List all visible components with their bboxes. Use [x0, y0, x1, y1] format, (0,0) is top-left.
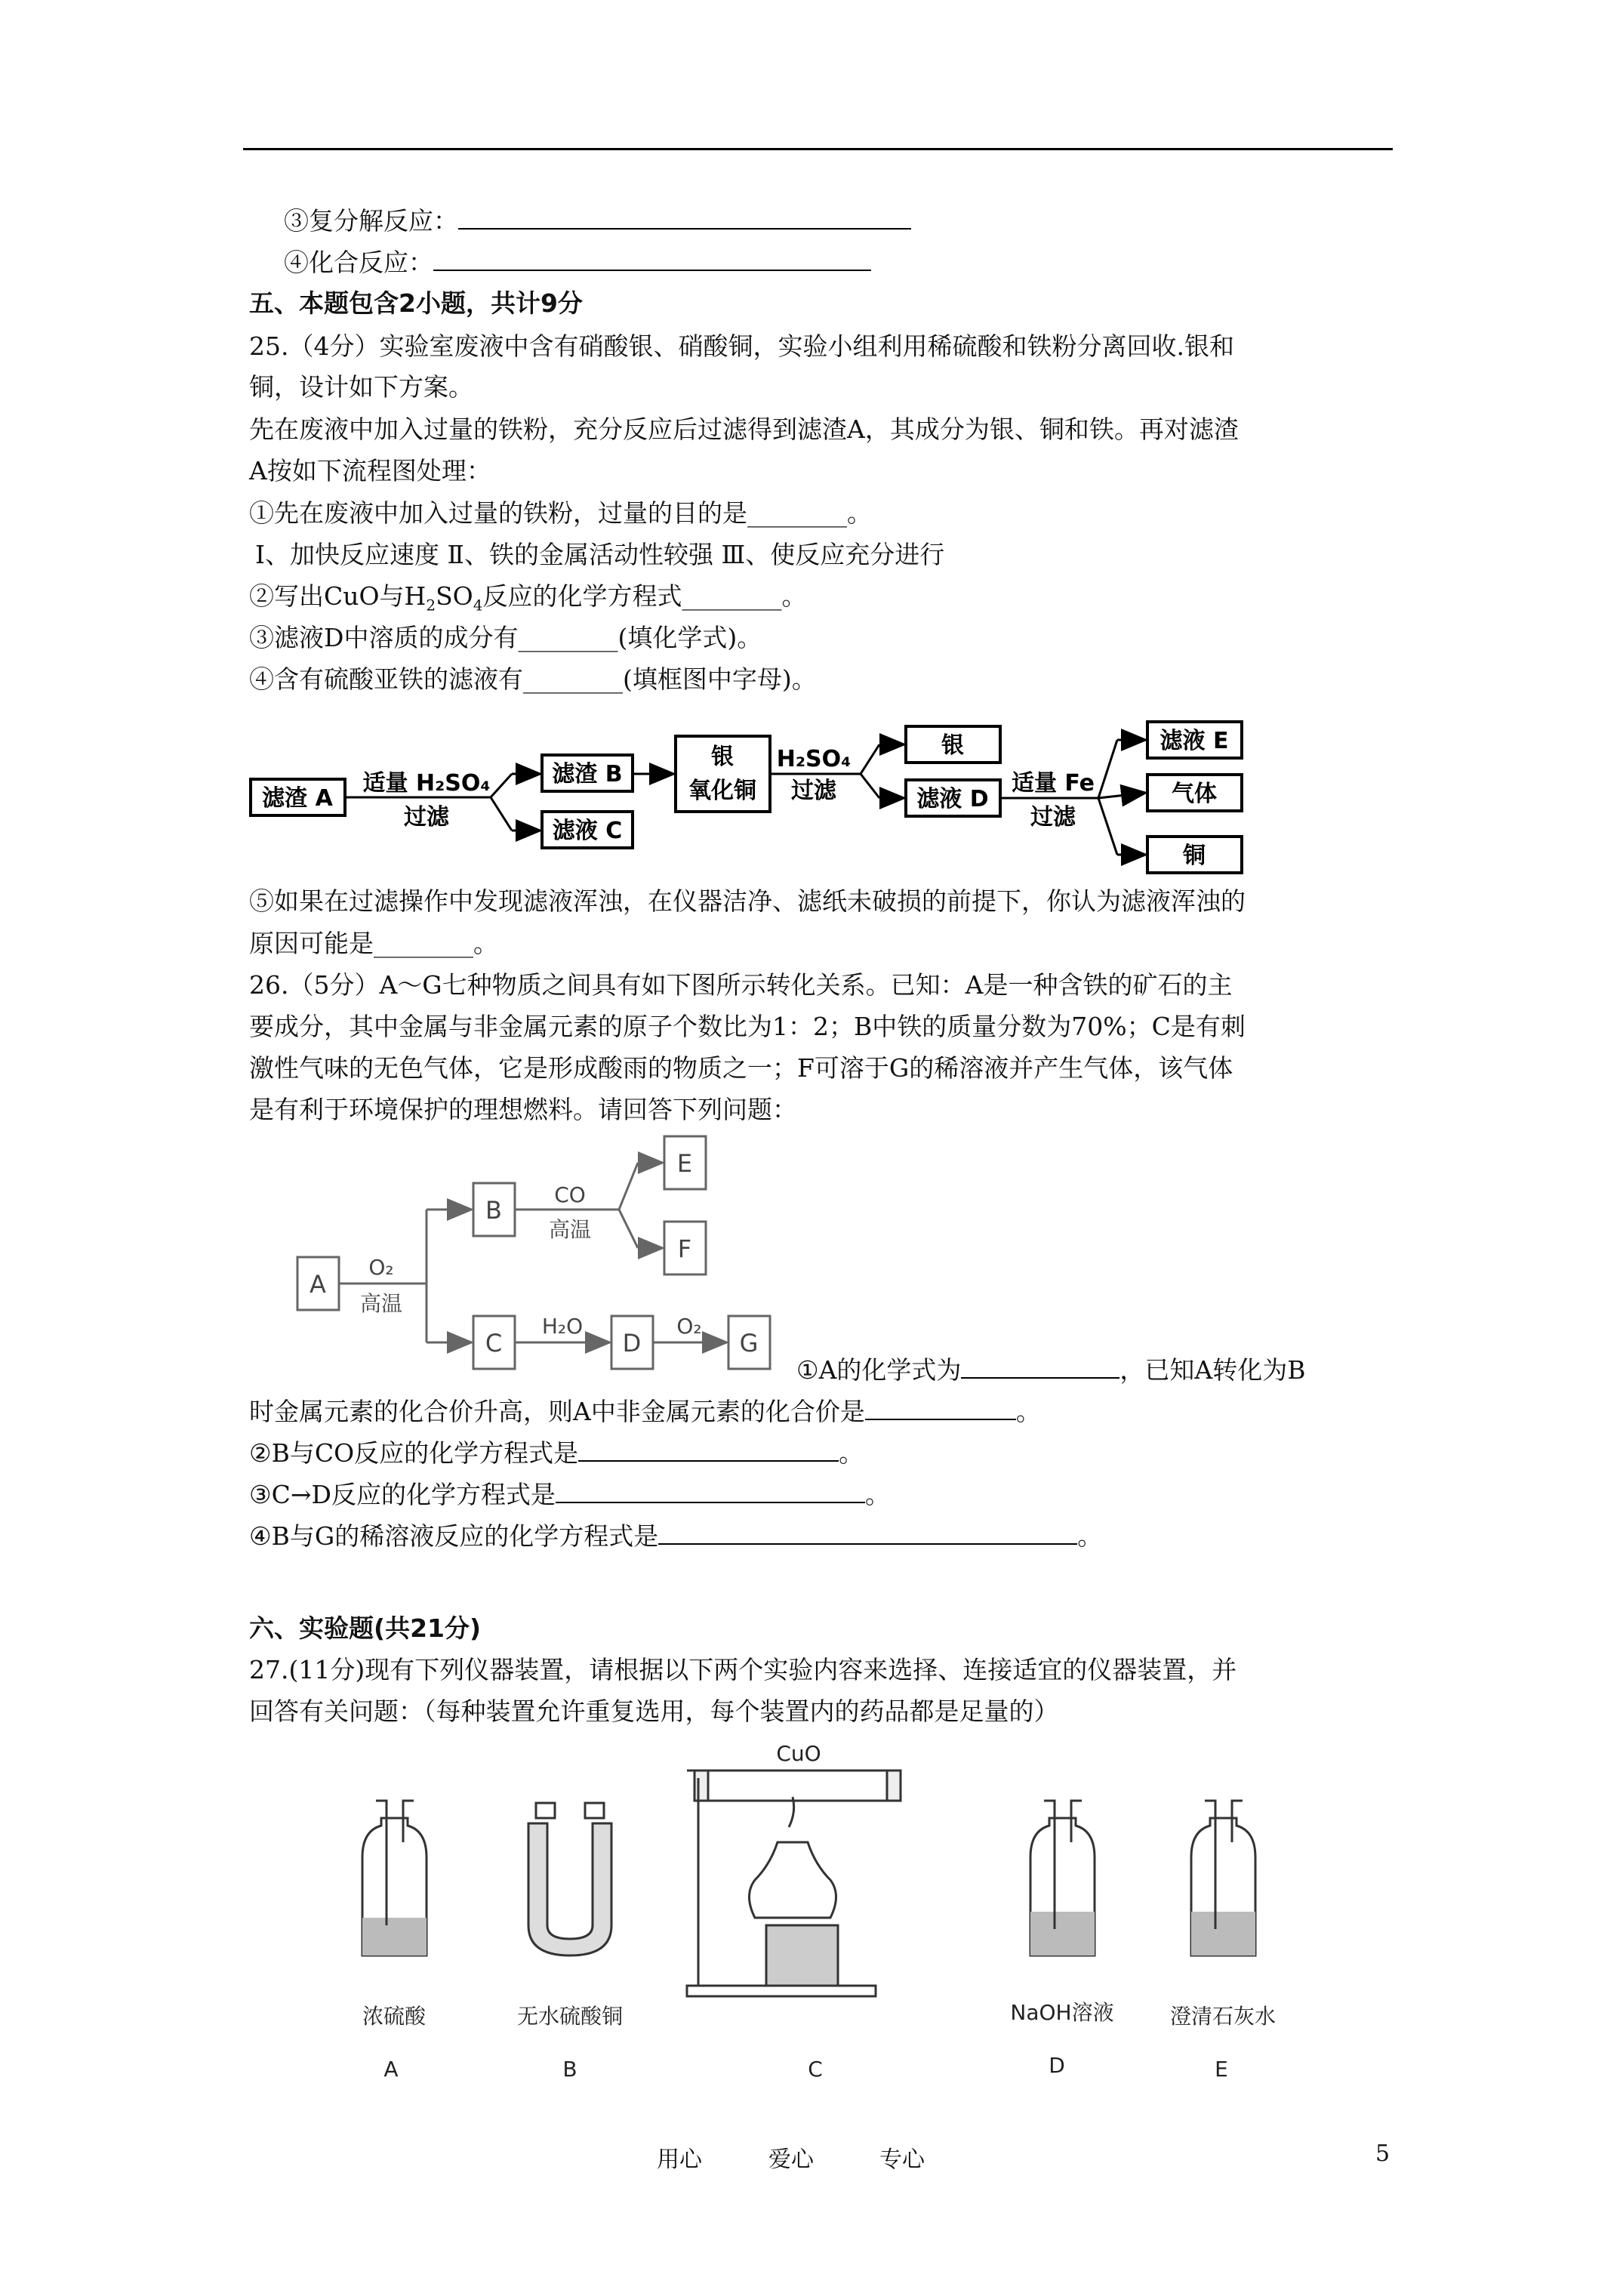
letter-d: D: [1049, 2053, 1065, 2078]
label-high-temp-2: 高温: [548, 1217, 592, 1242]
footer-2: 爱心: [768, 2147, 814, 2173]
q25-q1: ①先在废液中加入过量的铁粉，过量的目的是________。: [249, 498, 872, 528]
apparatus-d: [1030, 1801, 1095, 1955]
section-5-heading: 五、本题包含2小题，共计9分: [249, 288, 583, 318]
label-residue-a: 滤渣 A: [262, 785, 333, 812]
page-number: 5: [1375, 2140, 1390, 2167]
q26-q1: ①A的化学式为 ，已知A转化为B: [796, 1351, 1306, 1387]
node-g: G: [739, 1329, 759, 1358]
q25-line4: A按如下流程图处理：: [249, 456, 491, 485]
q27-line1: 27.(11分)现有下列仪器装置，请根据以下两个实验内容来选择、连接适宜的仪器装置，并: [249, 1655, 1237, 1684]
q25-line1: 25.（4分）实验室废液中含有硝酸银、硝酸铜，实验小组利用稀硫酸和铁粉分离回收.银和: [249, 331, 1234, 361]
label-cuo-app: CuO: [776, 1741, 821, 1766]
flowchart-a-to-g: [287, 1133, 800, 1382]
q25-q5-cont: 原因可能是________。: [249, 929, 498, 958]
footer-1: 用心: [657, 2147, 702, 2173]
node-a: A: [310, 1270, 326, 1299]
q25-q4: ④含有硫酸亚铁的滤液有________(填框图中字母)。: [249, 664, 817, 694]
q26-line4: 是有利于环境保护的理想燃料。请回答下列问题：: [249, 1095, 797, 1124]
apparatus-figure: [332, 1737, 1313, 2099]
label-ag: 银: [711, 744, 734, 770]
arrow1-op: 过滤: [404, 804, 449, 831]
label-filtrate-d: 滤液 D: [916, 786, 989, 812]
label-filtrate-c: 滤液 C: [552, 818, 623, 844]
q25-line3: 先在废液中加入过量的铁粉，充分反应后过滤得到滤渣A，其成分为银、铜和铁。再对滤渣: [249, 415, 1239, 444]
label-cu: 铜: [1183, 843, 1206, 869]
label-filtrate-e: 滤液 E: [1160, 728, 1229, 754]
q24-item3: ③复分解反应：: [284, 202, 911, 238]
label-limewater: 澄清石灰水: [1169, 2004, 1277, 2029]
q24-item4: ④化合反应：: [284, 244, 871, 279]
node-e: E: [676, 1149, 693, 1178]
node-b: B: [485, 1196, 502, 1225]
label-naoh: NaOH溶液: [1010, 2000, 1114, 2025]
apparatus-a: [362, 1801, 427, 1955]
label-anhydrous-cuso4: 无水硫酸铜: [516, 2004, 624, 2029]
q27-line2: 回答有关问题：（每种装置允许重复选用，每个装置内的药品都是足量的）: [249, 1697, 1059, 1726]
arrow2-reagent: H₂SO₄: [776, 746, 852, 772]
letter-c: C: [808, 2057, 823, 2082]
q25-q1-options: Ⅰ、加快反应速度 Ⅱ、铁的金属活动性较强 Ⅲ、使反应充分进行: [255, 540, 945, 569]
label-h2o: H₂O: [541, 1314, 584, 1339]
letter-a: A: [383, 2057, 399, 2082]
apparatus-e: [1191, 1801, 1255, 1955]
letter-b: B: [562, 2057, 577, 2082]
q26-q1-cont: 时金属元素的化合价升高，则A中非金属元素的化合价是 。: [249, 1393, 1041, 1428]
arrow2-op: 过滤: [791, 778, 836, 804]
node-d: D: [622, 1329, 642, 1358]
apparatus-c: [687, 1771, 901, 1996]
label-o2: O₂: [368, 1255, 394, 1280]
label-conc-h2so4: 浓硫酸: [362, 2004, 427, 2029]
label-co: CO: [554, 1182, 586, 1207]
q26-q3: ③C→D反应的化学方程式是 。: [249, 1476, 890, 1512]
label-residue-b: 滤渣 B: [552, 761, 623, 787]
label-ag2: 银: [941, 732, 964, 759]
arrow3-op: 过滤: [1030, 804, 1076, 831]
label-gas: 气体: [1172, 781, 1217, 807]
label-cuo: 氧化铜: [688, 778, 756, 804]
q26-line1: 26.（5分）A～G七种物质之间具有如下图所示转化关系。已知：A是一种含铁的矿石的主: [249, 970, 1233, 1000]
node-c: C: [485, 1329, 503, 1358]
node-f: F: [677, 1234, 692, 1263]
q25-q3: ③滤液D中溶质的成分有________(填化学式)。: [249, 623, 762, 652]
header-rule: [243, 148, 1393, 150]
arrow3-reagent: 适量 Fe: [1011, 770, 1095, 797]
apparatus-b: [528, 1803, 611, 1955]
flowchart-filter-residue: [242, 713, 1313, 891]
label-high-temp: 高温: [359, 1291, 403, 1316]
arrow1-reagent: 适量 H₂SO₄: [362, 770, 491, 797]
q25-q2: ②写出CuO与$H_2SO_4$反应的化学方程式________。: [249, 581, 807, 615]
label-o2-2: O₂: [676, 1314, 702, 1339]
q26-line2: 要成分，其中金属与非金属元素的原子个数比为1：2；B中铁的质量分数为70%；C是有刺: [249, 1012, 1246, 1041]
section-6-heading: 六、实验题(共21分): [249, 1613, 482, 1643]
q25-line2: 铜，设计如下方案。: [249, 372, 473, 402]
q26-q4: ④B与G的稀溶液反应的化学方程式是 。: [249, 1518, 1102, 1553]
footer-3: 专心: [879, 2147, 925, 2173]
q26-q2: ②B与CO反应的化学方程式是 。: [249, 1435, 864, 1470]
letter-e: E: [1215, 2057, 1228, 2082]
q25-q5: ⑤如果在过滤操作中发现滤液浑浊，在仪器洁净、滤纸未破损的前提下，你认为滤液浑浊的: [249, 886, 1246, 916]
q26-line3: 激性气味的无色气体，它是形成酸雨的物质之一；F可溶于G的稀溶液并产生气体，该气体: [249, 1053, 1233, 1083]
